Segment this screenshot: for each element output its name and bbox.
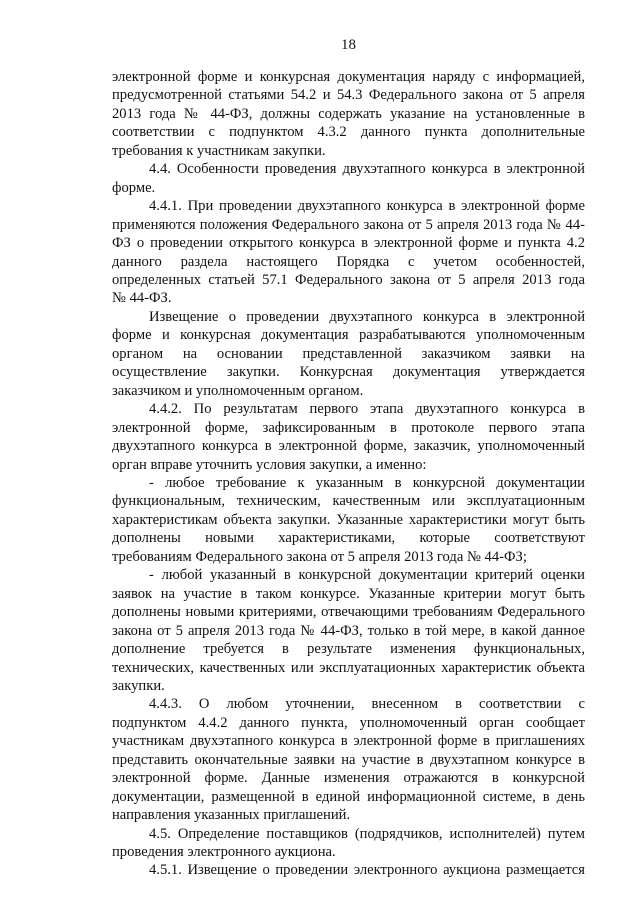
paragraph-4-4-2: 4.4.2. По результатам первого этапа двухэтапного конкурса в электронной форме, зафиксированным в протоколе первого этапа двухэтапного конкурса в электронной форме, заказчик, уполномоченный орган вправе уточнить условия закупки, а именно: [112, 401, 585, 473]
paragraph-notice: Извещение о проведении двухэтапного конкурса в электронной форме и конкурсная документация разрабатываются уполномоченным органом на основании представленной заказчиком заявки на осуществление закупки. Конкурсная документация утверждается заказчиком и уполномоченным органом. [112, 308, 585, 399]
paragraph-4-5-1: 4.5.1. Извещение о проведении электронного аукциона размещается [149, 862, 585, 879]
list-item-criterion: - любой указанный в конкурсной документации критерий оценки заявок на участие в таком конкурсе. Указанные критерии могут быть дополнены новыми критериями, отвечающими требованиям Федерального закона от 5 апреля 2013 года № 44-ФЗ, только в той мере, в какой данное дополнение требуется в результате изменения функциональных, технических, качественных или эксплуатационных характеристик объекта закупки. [112, 567, 585, 694]
paragraph-4-4: 4.4. Особенности проведения двухэтапного конкурса в электронной форме. [112, 161, 585, 196]
paragraph-4-4-3: 4.4.3. О любом уточнении, внесенном в соответствии с подпунктом 4.4.2 данного пункта, уполномоченный орган сообщает участникам двухэтапного конкурса в электронной форме в приглашениях представить окончательные заявки на участие в двухэтапном конкурсе в электронной форме. Данные изменения отражаются в конкурсной документации, размещенной в единой информационной системе, в день направления указанных приглашений. [112, 696, 585, 824]
paragraph-continuation: электронной форме и конкурсная документация наряду с информацией, предусмотренной статьями 54.2 и 54.3 Федерального закона от 5 апреля 2013 года № 44-ФЗ, должны содержать указание на установленные в соответствии с подпунктом 4.3.2 данного пункта дополнительные требования к участникам закупки. [112, 69, 585, 159]
document-text [112, 68, 585, 880]
paragraph-4-5: 4.5. Определение поставщиков (подрядчиков, исполнителей) путем проведения электронного аукциона. [112, 825, 585, 861]
list-item-requirement: - любое требование к указанным в конкурсной документации функциональным, техническим, качественным или эксплуатационным характеристикам объекта закупки. Указанные характеристики могут быть дополнены новыми характеристиками, которые соответствуют требованиям Федерального закона от 5 апреля 2013 года № 44-ФЗ; [112, 474, 585, 565]
paragraph-4-4-1: 4.4.1. При проведении двухэтапного конкурса в электронной форме применяются положения Федерального закона от 5 апреля 2013 года № 44-ФЗ о проведении открытого конкурса в электронной форме и пункта 4.2 данного раздела настоящего Порядка с учетом особенностей, определенных статьей 57.1 Федерального закона от 5 апреля 2013 года № 44-ФЗ. [112, 198, 585, 307]
page-number: 18 [341, 37, 356, 53]
